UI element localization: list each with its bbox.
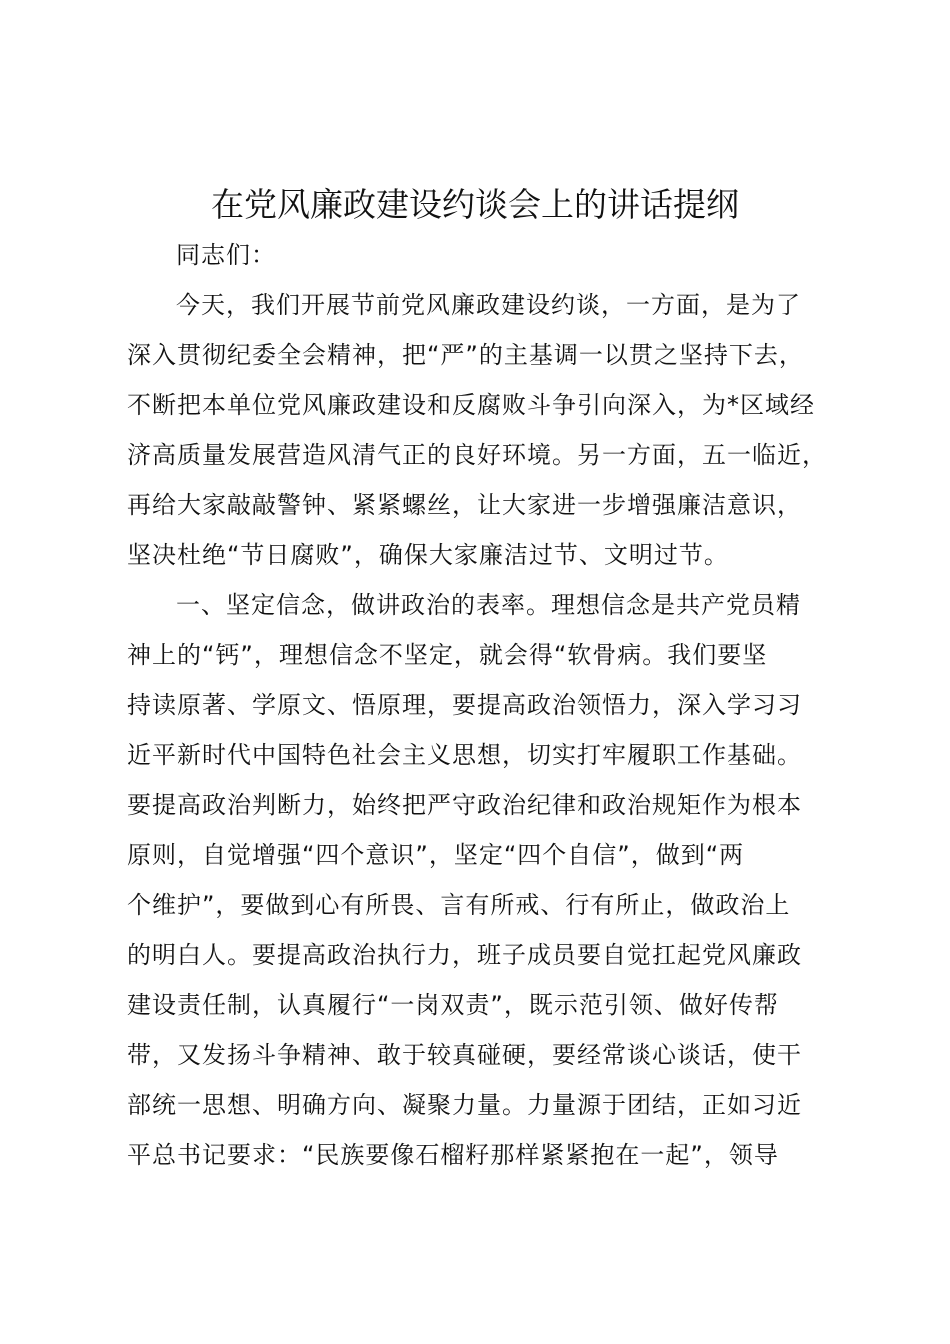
paragraph-line: 原则，自觉增强“四个意识”，坚定“四个自信”，做到“两: [127, 841, 745, 869]
paragraph-line: 建设责任制，认真履行“一岗双责”，既示范引领、做好传帮: [127, 991, 779, 1019]
paragraph-line: 神上的“钙”，理想信念不坚定，就会得“软骨病。我们要坚: [127, 641, 768, 669]
paragraph-line: 要提高政治判断力，始终把严守政治纪律和政治规矩作为根本: [127, 791, 802, 819]
salutation: 同志们：: [176, 241, 276, 269]
paragraph-line: 带，又发扬斗争精神、敢于较真碰硬，要经常谈心谈话，使干: [127, 1041, 802, 1069]
paragraph-line: 济高质量发展营造风清气正的良好环境。另一方面，五一临近，: [127, 441, 827, 469]
paragraph-line: 坚决杜绝“节日腐败”，确保大家廉洁过节、文明过节。: [127, 541, 729, 569]
paragraph-line: 不断把本单位党风廉政建设和反腐败斗争引向深入，为*区域经: [127, 391, 815, 419]
paragraph-line: 部统一思想、明确方向、凝聚力量。力量源于团结，正如习近: [127, 1091, 802, 1119]
paragraph-line: 一、坚定信念，做讲政治的表率。理想信念是共产党员精: [176, 591, 801, 619]
paragraph-line: 个维护”，要做到心有所畏、言有所戒、行有所止，做政治上: [127, 891, 791, 919]
paragraph-line: 平总书记要求：“民族要像石榴籽那样紧紧抱在一起”，领导: [127, 1141, 779, 1169]
paragraph-line: 持读原著、学原文、悟原理，要提高政治领悟力，深入学习习: [127, 691, 802, 719]
paragraph-line: 今天，我们开展节前党风廉政建设约谈，一方面，是为了: [176, 291, 801, 319]
paragraph-line: 近平新时代中国特色社会主义思想，切实打牢履职工作基础。: [127, 741, 802, 769]
paragraph-line: 深入贯彻纪委全会精神，把“严”的主基调一以贯之坚持下去，: [127, 341, 804, 369]
paragraph-line: 再给大家敲敲警钟、紧紧螺丝，让大家进一步增强廉洁意识，: [127, 491, 802, 519]
document-title: 在党风廉政建设约谈会上的讲话提纲: [211, 185, 739, 224]
paragraph-line: 的明白人。要提高政治执行力，班子成员要自觉扛起党风廉政: [127, 941, 802, 969]
